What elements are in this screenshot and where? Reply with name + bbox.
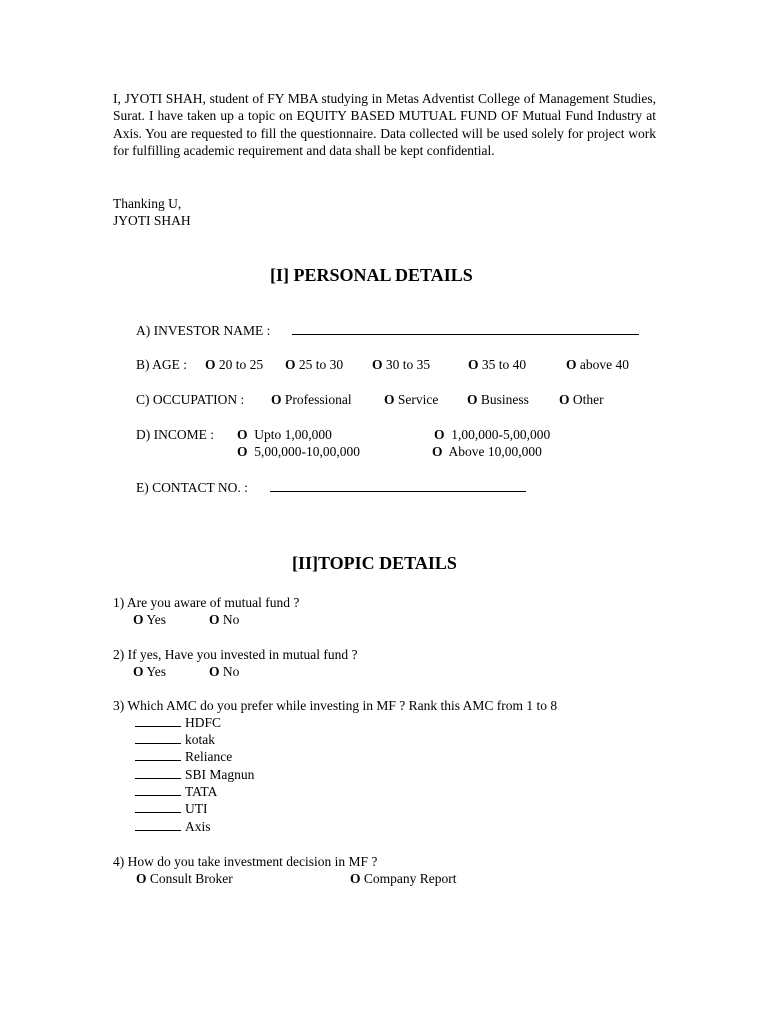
contact-label: E) CONTACT NO. : bbox=[136, 480, 248, 495]
radio-mark: O bbox=[285, 357, 296, 372]
investor-name-field[interactable] bbox=[292, 322, 639, 339]
occupation-option-4[interactable] bbox=[559, 391, 604, 408]
radio-mark: O bbox=[434, 427, 445, 442]
rank-item-label: TATA bbox=[185, 784, 218, 799]
intro-paragraph: I, JYOTI SHAH, student of FY MBA studying in Metas Adventist College of Management Studies, Surat. I have taken up a topic on EQUITY BASED MUTUAL FUND OF Mutual Fund Industry at Axis. You are requested to fill the questionnaire. Data collected will be used solely for project work for fulfilling academic requirement and data shall be kept confidential. bbox=[113, 91, 656, 159]
age-option-label: 35 to 40 bbox=[481, 357, 527, 372]
rank-item-kotak[interactable] bbox=[135, 731, 215, 748]
radio-mark: O bbox=[136, 871, 147, 886]
question-3: 3) Which AMC do you prefer while investing in MF ? Rank this AMC from 1 to 8 bbox=[113, 698, 558, 713]
occupation-option-label: Professional bbox=[284, 392, 352, 407]
radio-mark: O bbox=[237, 444, 248, 459]
closing-text: Thanking U, bbox=[113, 196, 182, 211]
contact-field[interactable] bbox=[270, 479, 526, 496]
occupation-option-1[interactable] bbox=[271, 391, 352, 408]
occupation-option-3[interactable] bbox=[467, 391, 529, 408]
age-option-label: 30 to 35 bbox=[385, 357, 431, 372]
rank-item-label: HDFC bbox=[185, 715, 222, 730]
radio-mark: O bbox=[559, 392, 570, 407]
rank-blank bbox=[135, 783, 181, 796]
rank-blank bbox=[135, 714, 181, 727]
radio-mark: O bbox=[432, 444, 443, 459]
radio-mark: O bbox=[133, 612, 144, 627]
income-label: D) INCOME : bbox=[136, 427, 214, 442]
q1-option-no[interactable] bbox=[209, 611, 239, 628]
rank-item-axis[interactable] bbox=[135, 818, 211, 835]
intro-block bbox=[113, 90, 656, 160]
radio-mark: O bbox=[566, 357, 577, 372]
rank-item-reliance[interactable] bbox=[135, 748, 232, 765]
investor-name-label: A) INVESTOR NAME : bbox=[136, 323, 271, 338]
occupation-option-2[interactable] bbox=[384, 391, 438, 408]
age-option-5[interactable] bbox=[566, 356, 629, 373]
income-option-3[interactable] bbox=[237, 443, 360, 460]
income-option-4[interactable] bbox=[432, 443, 542, 460]
age-option-4[interactable] bbox=[468, 356, 526, 373]
age-label: B) AGE : bbox=[136, 357, 188, 372]
income-option-label: 1,00,000-5,00,000 bbox=[451, 427, 551, 442]
q4-option-label: Company Report bbox=[363, 871, 457, 886]
age-option-label: 20 to 25 bbox=[218, 357, 264, 372]
q2-option-label: Yes bbox=[146, 664, 167, 679]
signature-text: JYOTI SHAH bbox=[113, 213, 191, 228]
occupation-option-label: Service bbox=[397, 392, 439, 407]
q2-option-no[interactable] bbox=[209, 663, 239, 680]
rank-item-sbi[interactable] bbox=[135, 766, 254, 783]
rank-item-uti[interactable] bbox=[135, 800, 208, 817]
question-1: 1) Are you aware of mutual fund ? bbox=[113, 595, 300, 610]
income-option-label: Above 10,00,000 bbox=[448, 444, 542, 459]
radio-mark: O bbox=[205, 357, 216, 372]
age-option-1[interactable] bbox=[205, 356, 263, 373]
occupation-label: C) OCCUPATION : bbox=[136, 392, 245, 407]
q2-option-yes[interactable] bbox=[133, 663, 166, 680]
occupation-option-label: Other bbox=[572, 392, 604, 407]
rank-item-label: Reliance bbox=[185, 749, 233, 764]
age-option-2[interactable] bbox=[285, 356, 343, 373]
occupation-option-label: Business bbox=[480, 392, 529, 407]
q1-option-label: No bbox=[222, 612, 240, 627]
radio-mark: O bbox=[271, 392, 282, 407]
q4-option-label: Consult Broker bbox=[149, 871, 233, 886]
income-option-2[interactable] bbox=[434, 426, 550, 443]
rank-item-label: SBI Magnun bbox=[185, 767, 255, 782]
income-option-1[interactable] bbox=[237, 426, 332, 443]
q1-option-yes[interactable] bbox=[133, 611, 166, 628]
question-4: 4) How do you take investment decision in MF ? bbox=[113, 854, 378, 869]
age-option-3[interactable] bbox=[372, 356, 430, 373]
radio-mark: O bbox=[350, 871, 361, 886]
radio-mark: O bbox=[372, 357, 383, 372]
income-option-label: Upto 1,00,000 bbox=[254, 427, 332, 442]
rank-blank bbox=[135, 818, 181, 831]
radio-mark: O bbox=[384, 392, 395, 407]
q1-option-label: Yes bbox=[146, 612, 167, 627]
q2-option-label: No bbox=[222, 664, 240, 679]
rank-item-label: kotak bbox=[185, 732, 215, 747]
income-option-label: 5,00,000-10,00,000 bbox=[254, 444, 361, 459]
radio-mark: O bbox=[237, 427, 248, 442]
topic-details-heading: [II]TOPIC DETAILS bbox=[292, 553, 457, 573]
rank-blank bbox=[135, 731, 181, 744]
radio-mark: O bbox=[467, 392, 478, 407]
radio-mark: O bbox=[468, 357, 479, 372]
question-2: 2) If yes, Have you invested in mutual fund ? bbox=[113, 647, 358, 662]
q4-option-broker[interactable] bbox=[136, 870, 233, 887]
rank-item-label: Axis bbox=[185, 819, 211, 834]
rank-item-label: UTI bbox=[185, 801, 208, 816]
age-option-label: 25 to 30 bbox=[298, 357, 344, 372]
rank-blank bbox=[135, 800, 181, 813]
radio-mark: O bbox=[209, 612, 220, 627]
age-option-label: above 40 bbox=[579, 357, 629, 372]
rank-item-hdfc[interactable] bbox=[135, 714, 221, 731]
radio-mark: O bbox=[209, 664, 220, 679]
rank-blank bbox=[135, 766, 181, 779]
radio-mark: O bbox=[133, 664, 144, 679]
q4-option-report[interactable] bbox=[350, 870, 457, 887]
rank-item-tata[interactable] bbox=[135, 783, 217, 800]
rank-blank bbox=[135, 748, 181, 761]
personal-details-heading: [I] PERSONAL DETAILS bbox=[270, 265, 473, 285]
